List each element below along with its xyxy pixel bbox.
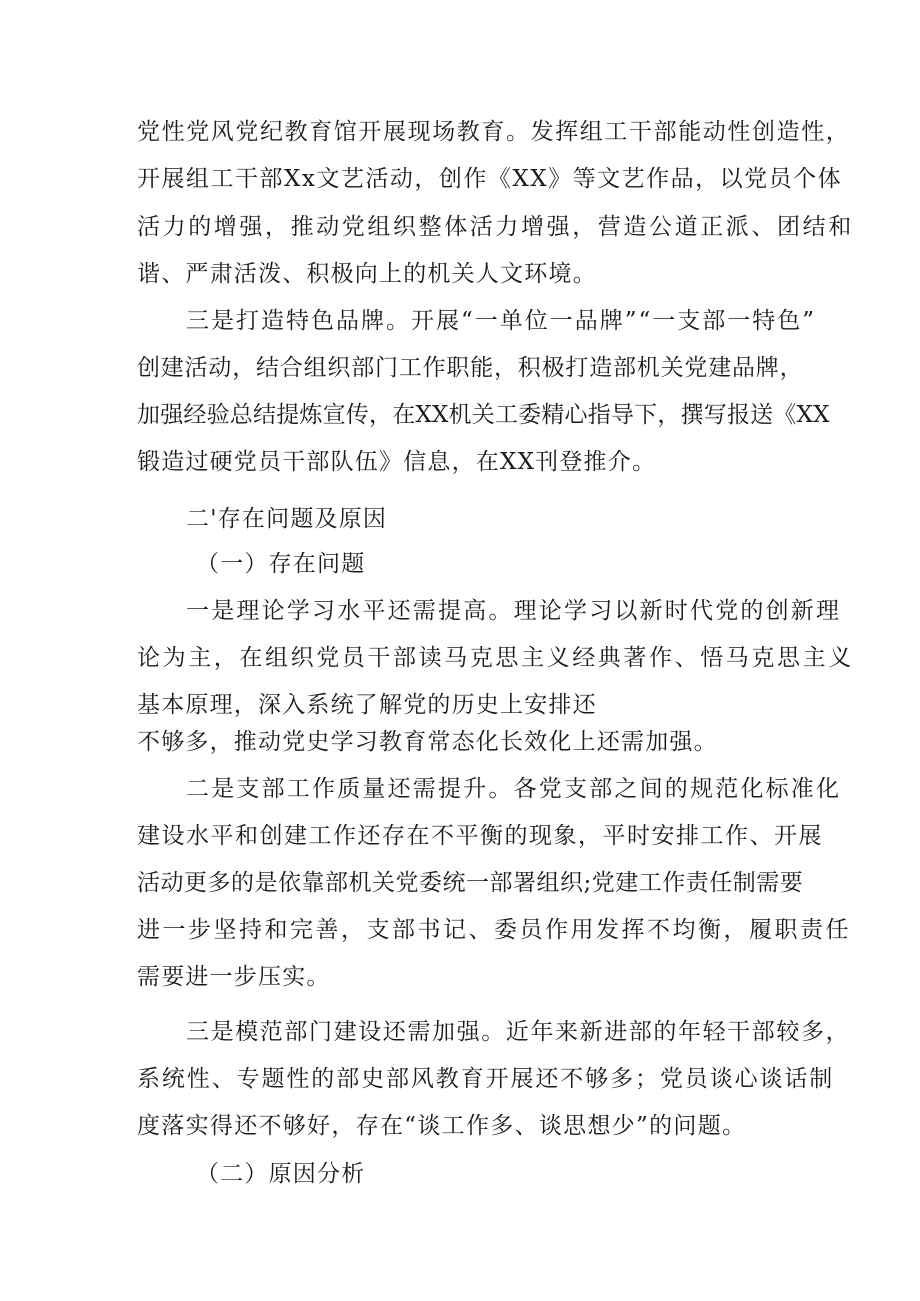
text-line: 活力的增强，推动党组织整体活力增强，营造公道正派、团结和 xyxy=(137,214,854,240)
text-line: 系统性、专题性的部史部风教育开展还不够多；党员谈心谈话制 xyxy=(137,1066,835,1092)
text-line: 一是理论学习水平还需提高。理论学习以新时代党的创新理 xyxy=(186,598,842,624)
text-line: 需要进一步压实。 xyxy=(137,964,331,990)
text-line: 开展组工干部Xx文艺活动，创作《XX》等文艺作品，以党员个体 xyxy=(137,166,843,192)
text-line: 不够多，推动党史学习教育常态化长效化上还需加强。 xyxy=(137,729,718,755)
text-line: 加强经验总结提炼宣传，在XX机关工委精心指导下，撰写报送《XX xyxy=(137,402,830,428)
text-line: 论为主，在组织党员干部读马克思主义经典著作、悟马克思主义 xyxy=(137,645,854,671)
text-line: 党性党风党纪教育馆开展现场教育。发挥组工干部能动性创造性， xyxy=(137,119,851,145)
text-line: 三是模范部门建设还需加强。近年来新进部的年轻干部较多， xyxy=(186,1019,851,1045)
text-line: 二是支部工作质量还需提升。各党支部之间的规范化标准化 xyxy=(186,776,842,802)
text-line: 基本原理，深入系统了解党的历史上安排还 xyxy=(137,692,597,718)
subsection-heading: （一）存在问题 xyxy=(196,551,366,577)
text-line: 谐、严肃活泼、积极向上的机关人文环境。 xyxy=(137,261,597,287)
text-line: 三是打造特色品牌。开展“一单位一品牌”“一支部一特色” xyxy=(186,308,817,334)
text-line: 度落实得还不够好，存在“谈工作多、谈思想少”的问题。 xyxy=(137,1113,747,1139)
subsection-heading: （二）原因分析 xyxy=(196,1161,366,1187)
text-line: 建设水平和创建工作还存在不平衡的现象，平时安排工作、开展 xyxy=(137,823,823,849)
section-heading: 二'存在问题及原因 xyxy=(186,506,388,532)
text-line: 创建活动，结合组织部门工作职能，积极打造部机关党建品牌， xyxy=(137,355,804,381)
text-line: 进一步坚持和完善，支部书记、委员作用发挥不均衡，履职责任 xyxy=(137,917,851,943)
text-line: 锻造过硬党员干部队伍》信息，在XX刊登推介。 xyxy=(137,449,657,475)
text-line: 活动更多的是依靠部机关党委统一部署组织;党建工作责任制需要 xyxy=(137,870,804,896)
